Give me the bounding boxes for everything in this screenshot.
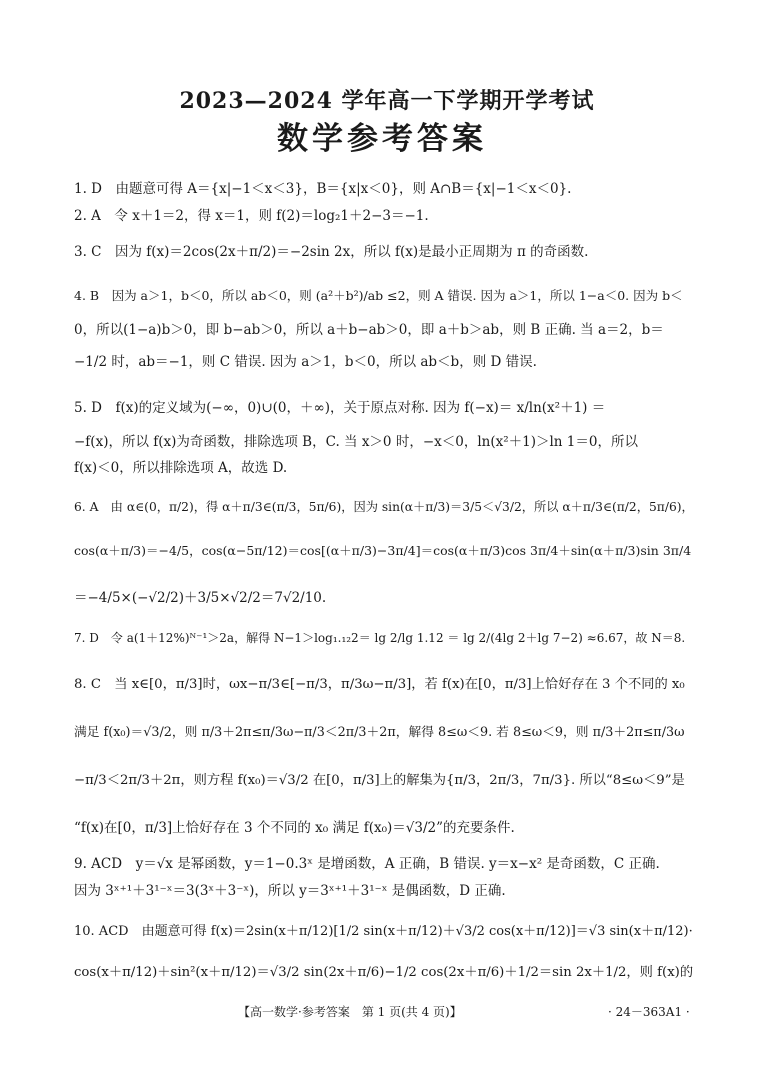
answer-q10-line2: cos(x＋π/12)＋sin²(x＋π/12)＝√3/2 sin(2x＋π/6)−1/2 cos(2x＋π/6)＋1/2＝sin 2x＋1/2，则 f(x)的 [74,965,694,980]
answer-q8-line3: −π/3＜2π/3＋2π，则方程 f(x₀)＝√3/2 在[0，π/3]上的解集为{π/3，2π/3，7π/3}. 所以“8≤ω＜9”是 [74,773,685,788]
footer-code: · 24－363A1 · [608,1005,690,1019]
answer-q8-line2: 满足 f(x₀)＝√3/2，则 π/3＋2π≤π/3ω−π/3＜2π/3＋2π，解得 8≤ω＜9. 若 8≤ω＜9，则 π/3＋2π≤π/3ω [74,725,685,740]
exam-title: 2023—2024 学年高一下学期开学考试 [179,88,595,114]
answer-q4-line2: 0，所以(1−a)b＞0，即 b−ab＞0，所以 a＋b−ab＞0，即 a＋b＞ab，则 B 正确. 当 a＝2，b＝ [74,322,664,338]
answer-q6-line3: ＝−4/5×(−√2/2)＋3/5×√2/2＝7√2/10. [74,590,327,606]
answer-q2: 2. A 令 x＋1＝2，得 x＝1，则 f(2)＝log₂1＋2−3＝−1. [74,208,429,224]
answer-q4-line3: −1/2 时，ab＝−1，则 C 错误. 因为 a＞1，b＜0，所以 ab＜b，则 D 错误. [74,354,537,370]
answer-q9-line1: 9. ACD y＝√x 是幂函数，y＝1−0.3ˣ 是增函数，A 正确，B 错误. y＝x−x² 是奇函数，C 正确. [74,856,660,872]
answer-q8-line1: 8. C 当 x∈[0，π/3]时，ωx−π/3∈[−π/3，π/3ω−π/3]，若 f(x)在[0，π/3]上恰好存在 3 个不同的 x₀ [74,677,685,692]
answer-key-heading: 数学参考答案 [277,121,487,157]
answer-q3: 3. C 因为 f(x)＝2cos(2x＋π/2)＝−2sin 2x，所以 f(x)是最小正周期为 π 的奇函数. [74,244,589,260]
answer-q8-line4: “f(x)在[0，π/3]上恰好存在 3 个不同的 x₀ 满足 f(x₀)＝√3/2”的充要条件. [74,820,515,836]
answer-q1: 1. D 由题意可得 A＝{x|−1＜x＜3}，B＝{x|x＜0}，则 A∩B＝{x|−1＜x＜0}. [74,181,572,197]
answer-q5-line1: 5. D f(x)的定义域为(−∞，0)∪(0，＋∞)，关于原点对称. 因为 f(−x)＝ x/ln(x²＋1) ＝ [74,400,606,416]
answer-q9-line2: 因为 3ˣ⁺¹＋3¹⁻ˣ＝3(3ˣ＋3⁻ˣ)，所以 y＝3ˣ⁺¹＋3¹⁻ˣ 是偶函数，D 正确. [74,883,506,899]
answer-q5-line2: −f(x)，所以 f(x)为奇函数，排除选项 B，C. 当 x＞0 时，−x＜0，ln(x²＋1)＞ln 1＝0，所以 [74,434,638,450]
answer-q10-line1: 10. ACD 由题意可得 f(x)＝2sin(x＋π/12)[1/2 sin(x＋π/12)＋√3/2 cos(x＋π/12)]＝√3 sin(x＋π/12)· [74,924,693,939]
answer-q7: 7. D 令 a(1＋12%)ᴺ⁻¹＞2a，解得 N−1＞log₁.₁₂2＝ lg 2/lg 1.12 ＝ lg 2/(4lg 2＋lg 7−2) ≈6.67，故 N＝8. [74,631,686,645]
answer-q4-line1: 4. B 因为 a＞1，b＜0，所以 ab＜0，则 (a²＋b²)/ab ≤2，则 A 错误. 因为 a＞1，所以 1−a＜0. 因为 b＜ [74,288,683,303]
answer-q6-line1: 6. A 由 α∈(0，π/2)，得 α＋π/3∈(π/3，5π/6)，因为 sin(α＋π/3)＝3/5＜√3/2，所以 α＋π/3∈(π/2，5π/6)， [74,500,694,514]
answer-q6-line2: cos(α＋π/3)＝−4/5，cos(α−5π/12)＝cos[(α＋π/3)−3π/4]＝cos(α＋π/3)cos 3π/4＋sin(α＋π/3)sin 3π/4 [74,543,692,558]
footer-page-info: 【高一数学·参考答案 第 1 页(共 4 页)】 [238,1005,462,1019]
answer-q5-line3: f(x)＜0，所以排除选项 A，故选 D. [74,460,288,476]
